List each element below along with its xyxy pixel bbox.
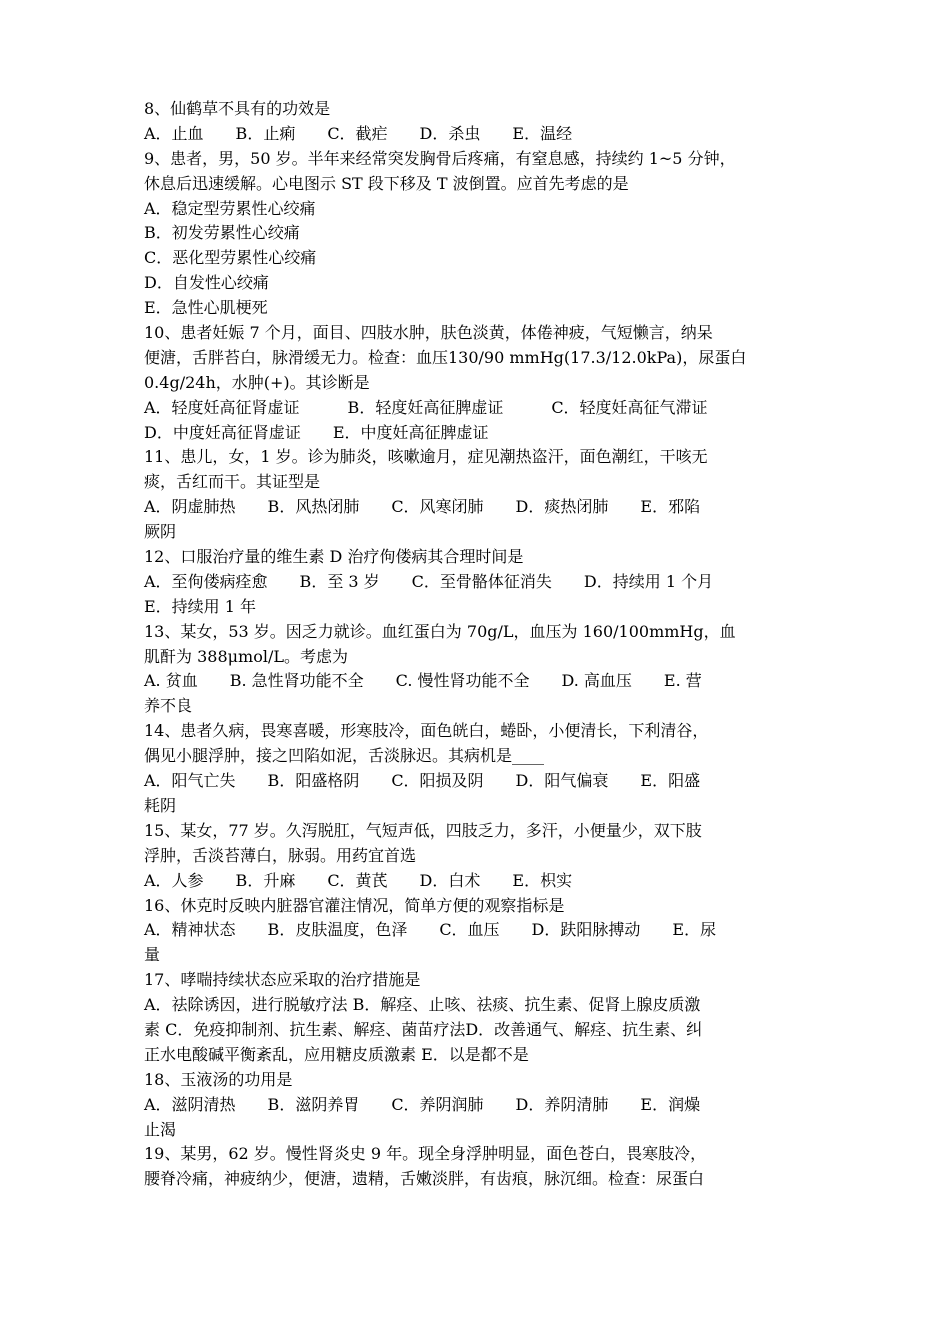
text-line: A．止血 B．止痢 C．截疟 D．杀虫 E．温经 [144, 123, 573, 143]
question-text-block [144, 97, 824, 1192]
text-line: A．轻度妊高征肾虚证 B．轻度妊高征脾虚证 C．轻度妊高征气滞证 [144, 397, 708, 417]
text-line: 便溏，舌胖苔白，脉滑缓无力。检查：血压130/90 mmHg(17.3/12.0kPa)，尿蛋白 [144, 347, 747, 367]
text-line: 痰，舌红而干。其证型是 [144, 472, 321, 492]
text-line: E．急性心肌梗死 [144, 298, 268, 318]
text-line: 17、哮喘持续状态应采取的治疗措施是 [144, 970, 421, 990]
text-line: A．阴虚肺热 B．风热闭肺 C．风寒闭肺 D．痰热闭肺 E．邪陷 [144, 497, 701, 517]
text-line: 耗阴 [144, 795, 177, 815]
text-line: 0.4g/24h，水肿(+)。其诊断是 [144, 372, 370, 392]
text-line: 腰脊冷痛，神疲纳少，便溏，遗精，舌嫩淡胖，有齿痕，脉沉细。检查：尿蛋白 [144, 1169, 705, 1189]
text-line: D．中度妊高征肾虚证 E．中度妊高征脾虚证 [144, 422, 489, 442]
text-line: A．阳气亡失 B．阳盛格阴 C．阳损及阴 D．阳气偏衰 E．阳盛 [144, 771, 701, 791]
text-line: 10、患者妊娠 7 个月，面目、四肢水肿，肤色淡黄，体倦神疲，气短懒言，纳呆 [144, 323, 713, 343]
text-line: 19、某男，62 岁。慢性肾炎史 9 年。现全身浮肿明显，面色苍白，畏寒肢冷， [144, 1144, 707, 1164]
text-line: E．持续用 1 年 [144, 596, 257, 616]
text-line: 18、玉液汤的功用是 [144, 1069, 293, 1089]
text-line: 量 [144, 945, 161, 965]
text-line: 休息后迅速缓解。心电图示 ST 段下移及 T 波倒置。应首先考虑的是 [144, 173, 629, 193]
text-line: A．滋阴清热 B．滋阴养胃 C．养阴润肺 D．养阴清肺 E．润燥 [144, 1094, 701, 1114]
text-line: B．初发劳累性心绞痛 [144, 223, 300, 243]
text-line: A．至佝偻病痊愈 B．至 3 岁 C．至骨骼体征消失 D．持续用 1 个月 [144, 571, 714, 591]
text-line: 12、口服治疗量的维生素 D 治疗佝偻病其合理时间是 [144, 547, 524, 567]
text-line: D．自发性心绞痛 [144, 273, 269, 293]
text-line: 16、休克时反映内脏器官灌注情况，简单方便的观察指标是 [144, 895, 565, 915]
text-line: 13、某女，53 岁。因乏力就诊。血红蛋白为 70g/L，血压为 160/100mmHg，血 [144, 621, 736, 641]
text-line: 养不良 [144, 696, 193, 716]
text-line: 偶见小腿浮肿，接之凹陷如泥，舌淡脉迟。其病机是____ [144, 746, 545, 766]
text-line: 14、患者久病，畏寒喜暖，形寒肢冷，面色㿠白，蜷卧，小便清长，下利清谷， [144, 721, 709, 741]
text-line: 浮肿，舌淡苔薄白，脉弱。用药宜首选 [144, 845, 417, 865]
text-line: 肌酐为 388μmol/L。考虑为 [144, 646, 348, 666]
text-line: A. 贫血 B. 急性肾功能不全 C. 慢性肾功能不全 D. 高血压 E. 营 [144, 671, 702, 691]
text-line: 9、患者，男，50 岁。半年来经常突发胸骨后疼痛，有窒息感，持续约 1~5 分钟， [144, 148, 736, 168]
text-line: A．人参 B．升麻 C．黄芪 D．白术 E．枳实 [144, 870, 573, 890]
text-line: A．精神状态 B．皮肤温度，色泽 C．血压 D．趺阳脉搏动 E．尿 [144, 920, 717, 940]
text-line: 止渴 [144, 1119, 177, 1139]
text-line: 素 C．免疫抑制剂、抗生素、解痉、菌苗疗法D．改善通气、解痉、抗生素、纠 [144, 1019, 703, 1039]
text-line: 11、患儿，女，1 岁。诊为肺炎，咳嗽逾月，症见潮热盗汗，面色潮红，干咳无 [144, 447, 708, 467]
text-line: 正水电酸碱平衡紊乱，应用糖皮质激素 E．以是都不是 [144, 1044, 529, 1064]
text-line: 厥阴 [144, 522, 177, 542]
text-line: C．恶化型劳累性心绞痛 [144, 248, 317, 268]
text-line: A．祛除诱因，进行脱敏疗法 B．解痉、止咳、祛痰、抗生素、促肾上腺皮质激 [144, 995, 701, 1015]
text-line: 15、某女，77 岁。久泻脱肛，气短声低，四肢乏力，多汗，小便量少，双下肢 [144, 820, 702, 840]
text-line: 8、仙鹤草不具有的功效是 [144, 99, 331, 118]
text-line: A．稳定型劳累性心绞痛 [144, 198, 316, 218]
